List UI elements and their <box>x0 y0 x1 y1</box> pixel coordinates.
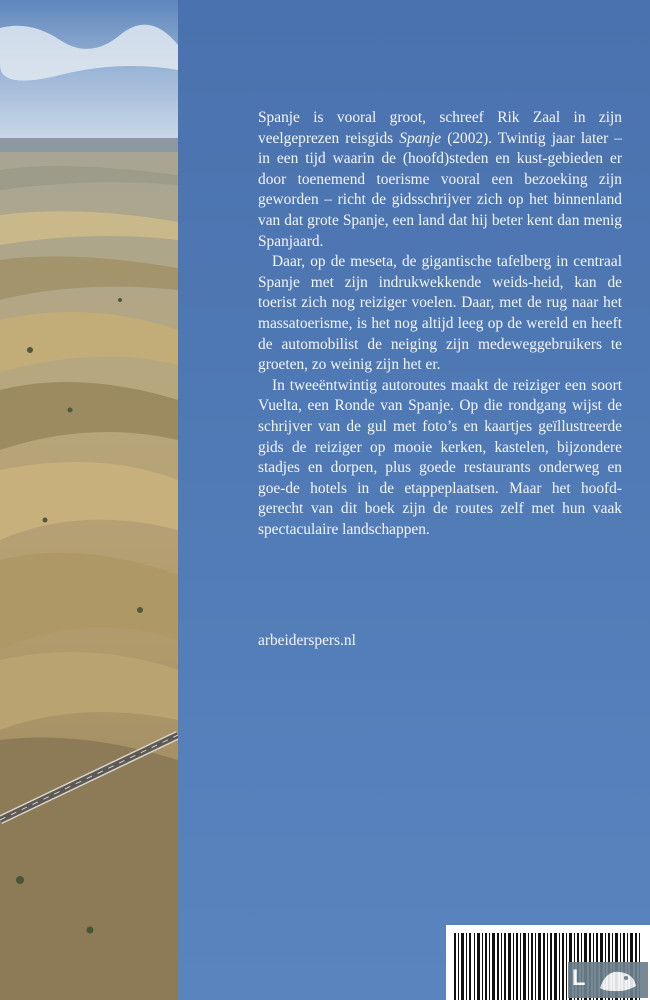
publisher-url: arbeiderspers.nl <box>258 632 356 649</box>
watermark-letter: L <box>572 965 586 990</box>
blurb-paragraph-1: Spanje is vooral groot, schreef Rik Zaal in zijn veelgeprezen reisgids Spanje (2002). Twintig jaar later – in een tijd waarin de (hoofd)steden en kust-gebieden er door toenemend toerisme vooral een bezoeking zijn geworden – richt de gidsschrijver zich op het binnenland van dat grote Spanje, een land dat hij beter kent dan menig Spanjaard. <box>258 109 622 250</box>
blurb-paragraph-3: In tweeëntwintig autoroutes maakt de reiziger een soort Vuelta, een Ronde van Spanje. Op die rondgang wijst de schrijver van de gul met foto’s en kaartjes geïllustreerde gids de reiziger op mooie kerken, kastelen, bijzondere stadjes en dorpen, plus goede restaurants onderweg en goe-de hotels in de etappeplaatsen. Maar het hoofd-gerecht van dit boek zijn de routes zelf met hun vaak spectaculaire landschappen. <box>258 376 622 538</box>
lastdodo-logo-icon <box>596 966 642 994</box>
landscape-photo <box>0 0 178 1000</box>
book-blurb <box>258 108 622 540</box>
blurb-paragraph-2: Daar, op de meseta, de gigantische tafelberg in centraal Spanje met zijn indrukwekkende weids-heid, kan de toerist zich nog reiziger voelen. Daar, met de rug naar het massatoerisme, is het nog altijd leeg op de wereld en heeft de automobilist de neiging zijn medeweggebruikers te groeten, zo weinig zijn het er. <box>258 253 622 374</box>
lastdodo-watermark <box>568 962 648 998</box>
